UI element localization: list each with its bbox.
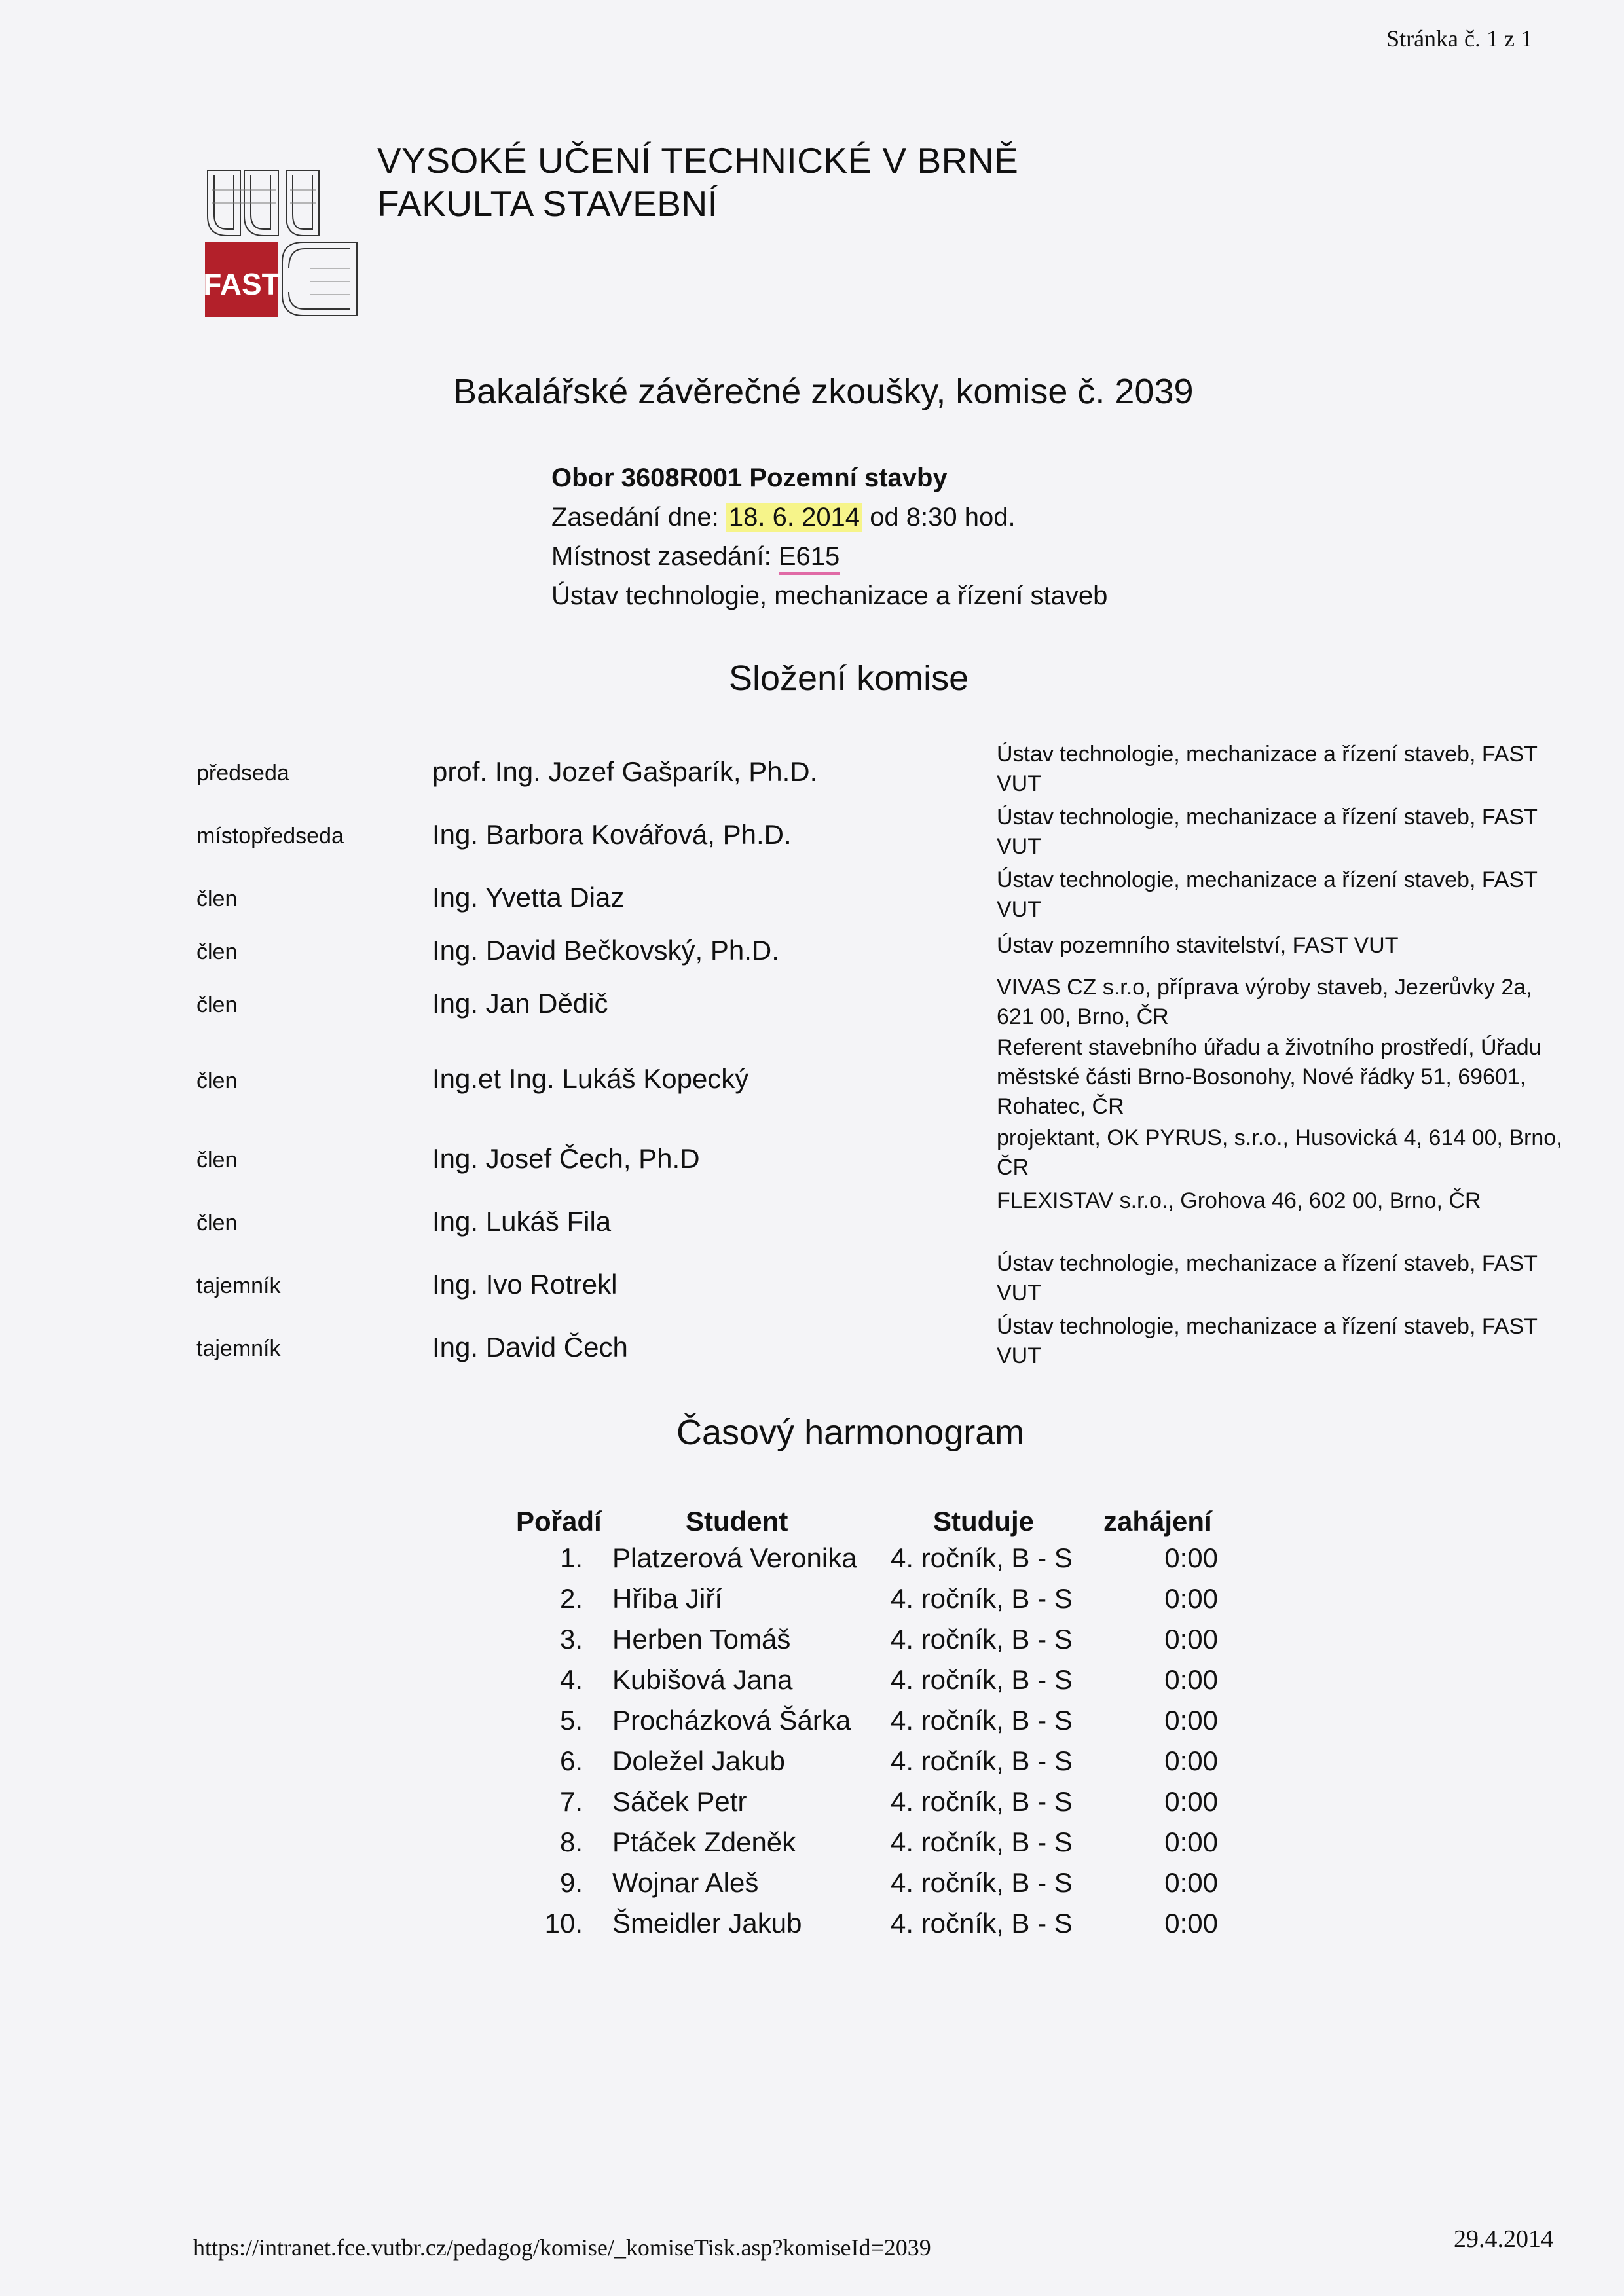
department-line: Ústav technologie, mechanizace a řízení staveb <box>551 581 1108 610</box>
footer-url: https://intranet.fce.vutbr.cz/pedagog/komise/_komiseTisk.asp?komiseId=2039 <box>193 2234 931 2261</box>
row-student: Platzerová Veronika <box>612 1542 857 1573</box>
row-study: 4. ročník, B - S <box>891 1705 1073 1736</box>
member-affiliation: Ústav technologie, mechanizace a řízení staveb, FAST VUT <box>997 742 1538 796</box>
member-name: Ing. Jan Dědič <box>432 988 608 1019</box>
footer-date: 29.4.2014 <box>1454 2225 1553 2253</box>
row-student: Wojnar Aleš <box>612 1867 759 1898</box>
room-label: Místnost zasedání: <box>551 542 771 571</box>
schedule-row <box>0 1664 1624 1705</box>
row-study: 4. ročník, B - S <box>891 1908 1073 1939</box>
committee-row <box>0 803 1624 866</box>
row-start: 0:00 <box>1164 1745 1218 1776</box>
schedule-row <box>0 1827 1624 1867</box>
session-time: od 8:30 hod. <box>870 503 1016 532</box>
row-study: 4. ročník, B - S <box>891 1624 1073 1654</box>
row-order: 8. <box>559 1827 583 1857</box>
row-student: Sáček Petr <box>612 1786 747 1817</box>
field-of-study: Obor 3608R001 Pozemní stavby <box>551 464 948 492</box>
member-role: tajemník <box>196 1273 281 1298</box>
row-start: 0:00 <box>1164 1786 1218 1817</box>
row-order: 4. <box>559 1664 583 1695</box>
member-affiliation: Ústav pozemního stavitelství, FAST VUT <box>997 933 1399 958</box>
schedule-row <box>0 1542 1624 1583</box>
row-student: Šmeidler Jakub <box>612 1908 802 1939</box>
member-affiliation: FLEXISTAV s.r.o., Grohova 46, 602 00, Brno, ČR <box>997 1188 1481 1213</box>
member-role: člen <box>196 993 238 1017</box>
member-name: Ing. Yvetta Diaz <box>432 882 625 913</box>
vut-fast-logo-icon <box>205 164 360 318</box>
member-role: člen <box>196 1211 238 1235</box>
institution-line1: VYSOKÉ UČENÍ TECHNICKÉ V BRNĚ <box>377 140 1019 181</box>
committee-row <box>0 1033 1624 1119</box>
schedule-row <box>0 1705 1624 1745</box>
committee-row <box>0 866 1624 928</box>
member-role: předseda <box>196 761 289 786</box>
committee-row <box>0 1123 1624 1186</box>
row-student: Doležel Jakub <box>612 1745 785 1776</box>
member-name: Ing. Lukáš Fila <box>432 1206 612 1237</box>
page-heading: Bakalářské závěrečné zkoušky, komise č. 2039 <box>453 372 1194 411</box>
member-affiliation: Ústav technologie, mechanizace a řízení staveb, FAST VUT <box>997 1251 1538 1305</box>
schedule-row <box>0 1583 1624 1624</box>
committee-title: Složení komise <box>729 659 969 698</box>
row-start: 0:00 <box>1164 1664 1218 1695</box>
row-order: 7. <box>559 1786 583 1817</box>
member-affiliation: VIVAS CZ s.r.o, příprava výroby staveb, Jezerůvky 2a, 621 00, Brno, ČR <box>997 975 1532 1029</box>
committee-row <box>0 740 1624 803</box>
member-name: prof. Ing. Jozef Gašparík, Ph.D. <box>432 756 818 787</box>
row-student: Ptáček Zdeněk <box>612 1827 796 1857</box>
session-label: Zasedání dne: <box>551 503 719 532</box>
schedule-header <box>0 1506 1624 1539</box>
member-affiliation: Ústav technologie, mechanizace a řízení staveb, FAST VUT <box>997 1314 1538 1368</box>
page-number: Stránka č. 1 z 1 <box>1386 26 1532 52</box>
header-start: zahájení <box>1103 1506 1212 1537</box>
member-name: Ing. David Čech <box>432 1332 628 1362</box>
row-study: 4. ročník, B - S <box>891 1542 1073 1573</box>
row-study: 4. ročník, B - S <box>891 1867 1073 1898</box>
schedule-row <box>0 1624 1624 1664</box>
schedule-row <box>0 1867 1624 1908</box>
committee-row <box>0 1249 1624 1312</box>
row-order: 1. <box>559 1542 583 1573</box>
schedule-row <box>0 1908 1624 1948</box>
row-student: Procházková Šárka <box>612 1705 851 1736</box>
row-start: 0:00 <box>1164 1867 1218 1898</box>
logo-text: FAST <box>205 267 280 301</box>
member-role: člen <box>196 939 238 964</box>
session-meta <box>551 458 1107 615</box>
row-student: Herben Tomáš <box>612 1624 791 1654</box>
schedule-row <box>0 1745 1624 1786</box>
schedule-row <box>0 1786 1624 1827</box>
row-student: Kubišová Jana <box>612 1664 793 1695</box>
row-start: 0:00 <box>1164 1542 1218 1573</box>
member-affiliation: projektant, OK PYRUS, s.r.o., Husovická 4, 614 00, Brno, ČR <box>997 1125 1562 1180</box>
row-start: 0:00 <box>1164 1705 1218 1736</box>
institution-name <box>377 139 1018 225</box>
session-line <box>551 498 1107 537</box>
row-student: Hřiba Jiří <box>612 1583 723 1614</box>
member-role: tajemník <box>196 1336 281 1361</box>
member-affiliation: Ústav technologie, mechanizace a řízení staveb, FAST VUT <box>997 805 1538 859</box>
row-order: 10. <box>544 1908 583 1939</box>
member-role: člen <box>196 1068 238 1093</box>
member-affiliation: Referent stavebního úřadu a životního prostředí, Úřadu městské části Brno-Bosonohy, Nové řádky 51, 69601, Rohatec, ČR <box>997 1035 1541 1119</box>
header-order: Pořadí <box>516 1506 602 1537</box>
session-date-highlight: 18. 6. 2014 <box>726 503 862 532</box>
row-study: 4. ročník, B - S <box>891 1664 1073 1695</box>
room-value: E615 <box>779 542 840 575</box>
member-affiliation: Ústav technologie, mechanizace a řízení staveb, FAST VUT <box>997 867 1538 922</box>
schedule-title: Časový harmonogram <box>676 1413 1025 1452</box>
row-study: 4. ročník, B - S <box>891 1745 1073 1776</box>
row-order: 2. <box>559 1583 583 1614</box>
header-student: Student <box>686 1506 788 1537</box>
row-start: 0:00 <box>1164 1827 1218 1857</box>
room-line <box>551 537 1107 576</box>
committee-row <box>0 1312 1624 1375</box>
row-order: 5. <box>559 1705 583 1736</box>
member-role: místopředseda <box>196 824 344 848</box>
member-role: člen <box>196 886 238 911</box>
row-study: 4. ročník, B - S <box>891 1583 1073 1614</box>
member-name: Ing. Barbora Kovářová, Ph.D. <box>432 819 792 850</box>
row-start: 0:00 <box>1164 1624 1218 1654</box>
row-order: 3. <box>559 1624 583 1654</box>
row-study: 4. ročník, B - S <box>891 1827 1073 1857</box>
member-name: Ing. David Bečkovský, Ph.D. <box>432 935 779 966</box>
member-name: Ing. Josef Čech, Ph.D <box>432 1143 700 1174</box>
member-role: člen <box>196 1148 238 1173</box>
committee-row <box>0 973 1624 1036</box>
header-study: Studuje <box>933 1506 1034 1537</box>
row-start: 0:00 <box>1164 1908 1218 1939</box>
member-name: Ing.et Ing. Lukáš Kopecký <box>432 1063 749 1094</box>
row-order: 9. <box>559 1867 583 1898</box>
committee-row <box>0 1186 1624 1249</box>
row-study: 4. ročník, B - S <box>891 1786 1073 1817</box>
row-start: 0:00 <box>1164 1583 1218 1614</box>
row-order: 6. <box>559 1745 583 1776</box>
member-name: Ing. Ivo Rotrekl <box>432 1269 618 1300</box>
institution-line2: FAKULTA STAVEBNÍ <box>377 183 718 224</box>
